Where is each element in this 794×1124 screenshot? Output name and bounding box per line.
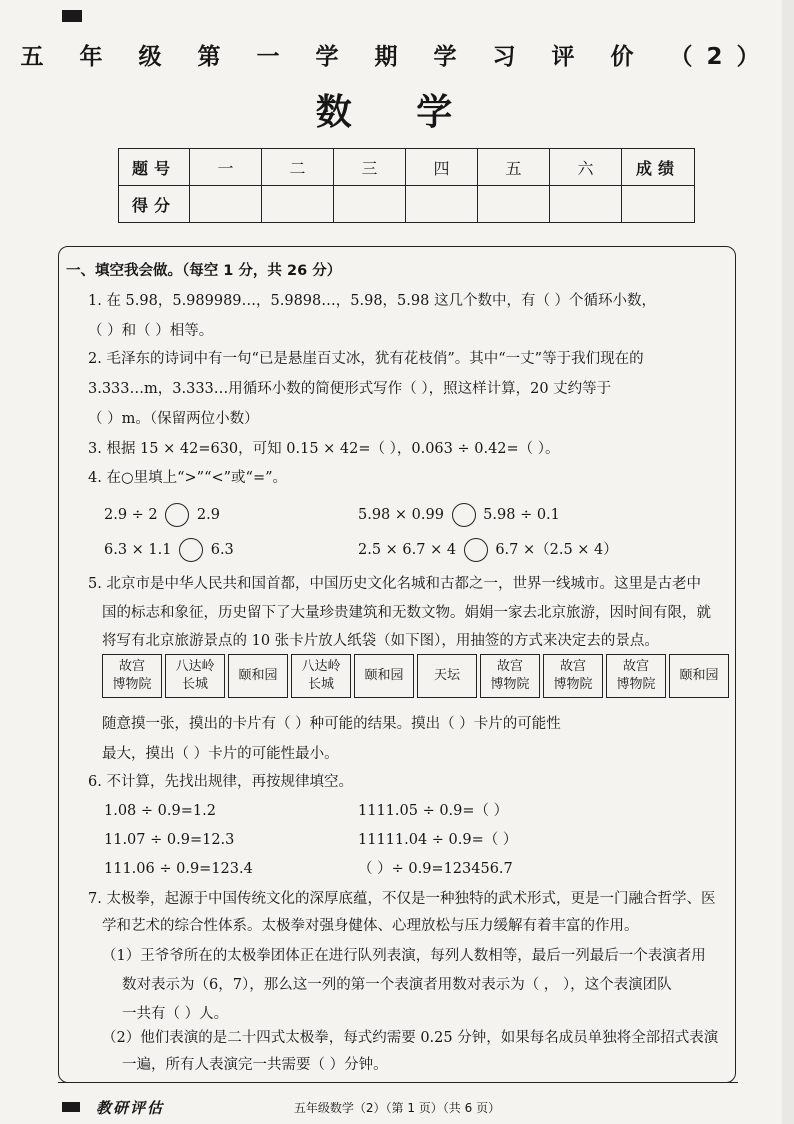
q7-p1-line3: 一共有（ ）人。: [122, 1006, 229, 1022]
col-3: 三: [334, 149, 406, 186]
score-cell[interactable]: [334, 186, 406, 223]
scenic-card: 故宫 博物院: [102, 654, 162, 698]
q3-line: 3. 根据 15 × 42=630，可知 0.15 × 42=（ ），0.063 ÷ 0.42=（ ）。: [88, 441, 560, 457]
q6-right-3: （ ）÷ 0.9=123456.7: [358, 861, 513, 877]
score-table-score-row: [119, 186, 695, 223]
q6-right-2: 11111.04 ÷ 0.9=（ ）: [358, 832, 518, 848]
footer-brand: 教研评估: [96, 1099, 165, 1117]
card-row: [102, 654, 729, 698]
q4-item: [104, 538, 234, 562]
scenic-card: 颐和园: [669, 654, 729, 698]
corner-mark: [62, 10, 82, 22]
score-table: [118, 148, 695, 223]
page-title: 五 年 级 第 一 学 期 学 习 评 价 （2）: [20, 44, 774, 70]
compare-circle[interactable]: [464, 538, 488, 562]
scenic-card: 八达岭 长城: [291, 654, 351, 698]
subject-title: 数 学: [315, 92, 479, 133]
compare-circle[interactable]: [165, 503, 189, 527]
q7-p1-line1: （1）王爷爷所在的太极拳团体正在进行队列表演，每列人数相等，最后一列最后一个表演者用: [102, 948, 706, 964]
q5-line1: 5. 北京市是中华人民共和国首都，中国历史文化名城和古都之一，世界一线城市。这里是古老中: [88, 576, 701, 592]
q4-item: [104, 503, 220, 527]
q4-item: [358, 503, 560, 527]
q4-item-right: 6.3: [210, 542, 234, 558]
scenic-card: 八达岭 长城: [165, 654, 225, 698]
q4-item-right: 5.98 ÷ 0.1: [483, 507, 560, 523]
footer-page-info: 五年级数学（2）（第 1 页）（共 6 页）: [293, 1101, 501, 1115]
q1-line2: （ ）和（ ）相等。: [88, 323, 214, 339]
q5-line5: 最大，摸出（ ）卡片的可能性最小。: [102, 746, 339, 762]
q7-line1: 7. 太极拳，起源于中国传统文化的深厚底蕴，不仅是一种独特的武术形式，更是一门融合哲学、医: [88, 891, 716, 907]
q6-left-2: 11.07 ÷ 0.9=12.3: [104, 832, 235, 848]
q2-line3: （ ）m。（保留两位小数）: [88, 411, 259, 427]
row-label-score: 得分: [119, 186, 190, 223]
q4-item-right: 6.7 ×（2.5 × 4）: [495, 542, 618, 558]
score-cell[interactable]: [406, 186, 478, 223]
q4-item-left: 5.98 × 0.99: [358, 507, 444, 523]
q7-p2-line2: 一遍，所有人表演完一共需要（ ）分钟。: [122, 1057, 388, 1073]
q4-item-left: 6.3 × 1.1: [104, 542, 172, 558]
col-6: 六: [550, 149, 622, 186]
scenic-card: 故宫 博物院: [606, 654, 666, 698]
score-table-header-row: [119, 149, 695, 186]
q5-line2: 国的标志和象征，历史留下了大量珍贵建筑和无数文物。娟娟一家去北京旅游，因时间有限，就: [102, 605, 711, 621]
q2-line2: 3.333…m，3.333…用循环小数的简便形式写作（ ），照这样计算，20 丈约等于: [88, 381, 612, 397]
q6-left-3: 111.06 ÷ 0.9=123.4: [104, 861, 253, 877]
score-cell-total[interactable]: [622, 186, 695, 223]
q4-item-left: 2.5 × 6.7 × 4: [358, 542, 457, 558]
col-2: 二: [262, 149, 334, 186]
q5-line4: 随意摸一张，摸出的卡片有（ ）种可能的结果。摸出（ ）卡片的可能性: [102, 716, 561, 732]
score-cell[interactable]: [550, 186, 622, 223]
q6-right-1: 1111.05 ÷ 0.9=（ ）: [358, 803, 509, 819]
col-5: 五: [478, 149, 550, 186]
scenic-card: 故宫 博物院: [543, 654, 603, 698]
q7-line2: 学和艺术的综合性体系。太极拳对强身健体、心理放松与压力缓解有着丰富的作用。: [102, 918, 639, 934]
scenic-card: 颐和园: [354, 654, 414, 698]
score-cell[interactable]: [190, 186, 262, 223]
q6-left-1: 1.08 ÷ 0.9=1.2: [104, 803, 216, 819]
q4-item-right: 2.9: [196, 507, 220, 523]
q7-p1-line2: 数对表示为（6，7），那么这一列的第一个表演者用数对表示为（ ， ），这个表演团队: [122, 977, 672, 993]
col-4: 四: [406, 149, 478, 186]
q6-stem: 6. 不计算，先找出规律，再按规律填空。: [88, 774, 353, 790]
row-label-question-number: 题号: [119, 149, 190, 186]
q4-item: [358, 538, 618, 562]
score-cell[interactable]: [262, 186, 334, 223]
scenic-card: 颐和园: [228, 654, 288, 698]
col-result: 成绩: [622, 149, 695, 186]
q7-p2-line1: （2）他们表演的是二十四式太极拳，每式约需要 0.25 分钟，如果每名成员单独将全部招式表演: [102, 1030, 719, 1046]
bottom-rule: [58, 1082, 738, 1083]
q2-line1: 2. 毛泽东的诗词中有一句“已是悬崖百丈冰，犹有花枝俏”。其中“一丈”等于我们现在的: [88, 351, 644, 367]
scan-edge: [782, 0, 794, 1124]
q1-line1: 1. 在 5.98，5.989989…，5.9898…，5.98，5.98 这几个数中，有（ ）个循环小数，: [88, 293, 657, 309]
compare-circle[interactable]: [452, 503, 476, 527]
scenic-card: 故宫 博物院: [480, 654, 540, 698]
section-heading: 一、填空我会做。（每空 1 分，共 26 分）: [66, 263, 342, 279]
col-1: 一: [190, 149, 262, 186]
compare-circle[interactable]: [179, 538, 203, 562]
q4-stem: 4. 在○里填上“>”“<”或“=”。: [88, 470, 288, 486]
q4-item-left: 2.9 ÷ 2: [104, 507, 158, 523]
score-cell[interactable]: [478, 186, 550, 223]
q5-line3: 将写有北京旅游景点的 10 张卡片放人纸袋（如下图），用抽签的方式来决定去的景点。: [102, 633, 659, 649]
scenic-card: 天坛: [417, 654, 477, 698]
